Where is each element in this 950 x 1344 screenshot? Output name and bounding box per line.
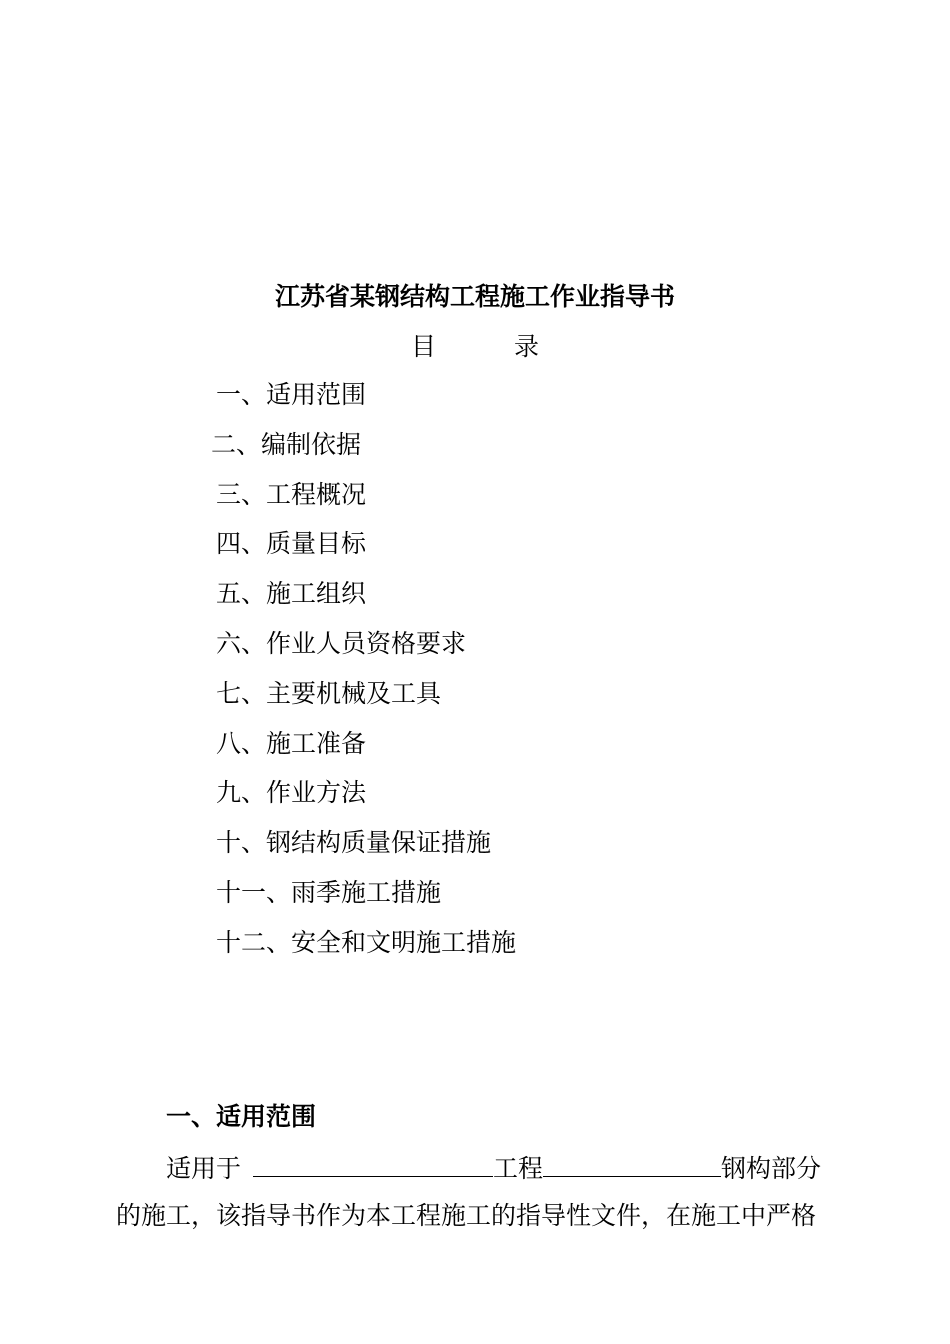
paragraph-line: 的施工，该指导书作为本工程施工的指导性文件，在施工中严格 [116,1201,817,1230]
toc-item: 八、施工准备 [216,728,367,758]
toc-item: 七、主要机械及工具 [216,678,442,708]
toc-item: 一、适用范围 [216,380,367,409]
toc-item: 三、工程概况 [216,479,367,509]
toc-item: 九、作业方法 [216,778,367,808]
toc-item: 二、编制依据 [211,429,362,459]
toc-item: 四、质量目标 [216,529,367,559]
toc-heading-left: 目 [410,332,436,361]
table-of-contents [211,378,517,976]
paragraph-text: 适用于 [166,1154,242,1183]
toc-item: 十一、雨季施工措施 [216,877,442,907]
toc-item: 六、作业人员资格要求 [216,628,467,658]
section-heading: 一、适用范围 [166,1102,317,1131]
paragraph-text: 钢构部分 [721,1154,822,1183]
toc-item: 十、钢结构质量保证措施 [216,828,492,858]
toc-heading [0,330,950,364]
toc-heading-right: 录 [514,332,540,361]
toc-item: 五、施工组织 [216,579,367,609]
paragraph-text: 工程 [493,1154,544,1183]
document-title: 江苏省某钢结构工程施工作业指导书 [274,282,675,311]
paragraph-line [166,1150,821,1186]
fill-in-blank [253,1150,493,1177]
fill-in-blank [543,1150,721,1177]
toc-item: 十二、安全和文明施工措施 [216,927,517,957]
